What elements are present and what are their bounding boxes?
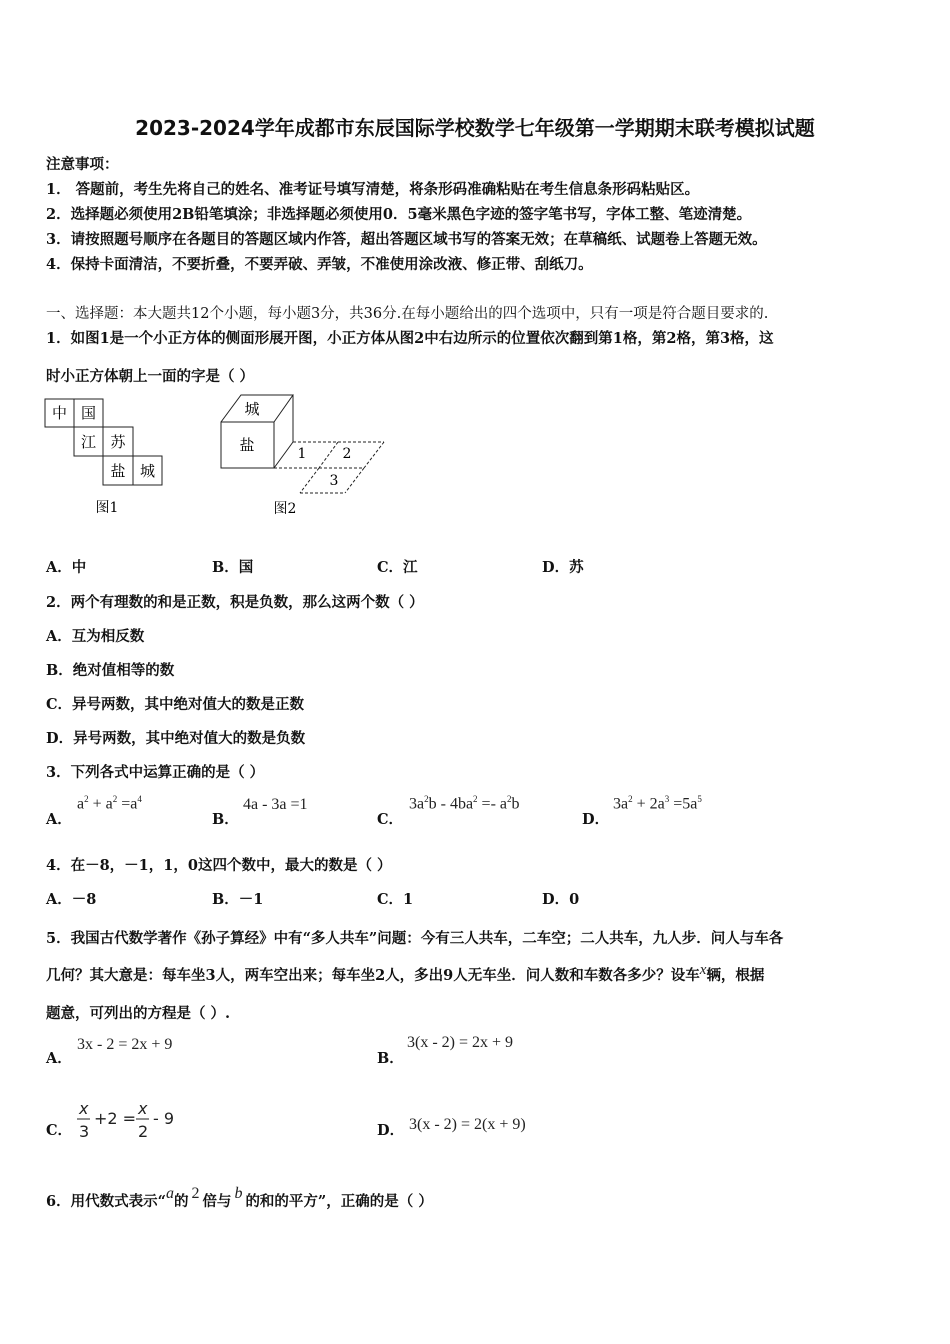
figure-1-cube-net	[44, 398, 169, 523]
svg-text:- 9: - 9	[153, 1109, 175, 1128]
q5-option-b-formula: 3(x - 2) = 2x + 9	[407, 1034, 514, 1051]
grid-square-3: 3	[329, 473, 339, 489]
q2-option-a[interactable]: A．互为相反数	[46, 628, 145, 645]
notice-item-3: 3．请按照题号顺序在各题目的答题区域内作答，超出答题区域书写的答案无效；在草稿纸、试题卷上答题无效。	[46, 231, 767, 248]
q6-part4: 的和的平方”，正确的是（ ）	[245, 1193, 433, 1210]
q5-option-d-formula: 3(x - 2) = 2(x + 9)	[409, 1116, 526, 1133]
q1-option-b[interactable]: B．国	[212, 559, 254, 576]
grid-square-2: 2	[342, 446, 352, 462]
q5-line2-part2: 辆，根据	[706, 967, 765, 984]
q6-part1: 6．用代数式表示“	[46, 1193, 166, 1210]
net-cell-4: 苏	[110, 433, 126, 451]
q5-option-a-formula: 3x - 2 = 2x + 9	[77, 1036, 173, 1053]
q5-var-x: x	[699, 962, 707, 978]
page-title: 2023-2024学年成都市东辰国际学校数学七年级第一学期期末联考模拟试题	[135, 116, 815, 140]
q5-stem-line2	[46, 964, 764, 985]
q3-option-d-letter[interactable]: D．	[582, 811, 610, 828]
grid-square-1: 1	[297, 446, 307, 462]
q1-option-c[interactable]: C．江	[377, 559, 418, 576]
q1-option-a[interactable]: A．中	[46, 559, 87, 576]
q3-option-c-formula: $3a^2b - 4ba^2 =- a^2b$	[409, 794, 520, 813]
svg-text:3: 3	[79, 1122, 90, 1141]
q6-number-2: 2	[191, 1185, 200, 1202]
net-cell-1: 中	[51, 404, 68, 422]
notice-item-4: 4．保持卡面清洁，不要折叠，不要弄破、弄皱，不准使用涂改液、修正带、刮纸刀。	[46, 256, 593, 273]
net-cell-5: 盐	[110, 462, 126, 480]
q4-option-d[interactable]: D．0	[542, 891, 580, 908]
cube-front-face: 盐	[239, 436, 255, 454]
svg-text:x: x	[138, 1099, 148, 1118]
q3-option-b-formula: 4a - 3a =1	[243, 796, 308, 813]
q4-option-a[interactable]: A．－8	[46, 891, 97, 908]
net-cell-2: 国	[80, 404, 97, 422]
q4-option-b[interactable]: B．－1	[212, 891, 264, 908]
q5-option-c-letter[interactable]: C．	[46, 1122, 73, 1139]
figure-1-label: 图1	[95, 500, 119, 516]
figure-2-label: 图2	[273, 501, 297, 517]
q3-option-d-formula: $3a^2 + 2a^3 =5a^5$	[613, 794, 702, 813]
q3-option-a-letter[interactable]: A．	[46, 811, 72, 828]
q3-option-b-letter[interactable]: B．	[212, 811, 239, 828]
q1-option-d[interactable]: D．苏	[542, 559, 584, 576]
q2-stem: 2．两个有理数的和是正数，积是负数，那么这两个数（ ）	[46, 594, 424, 611]
q5-option-c-formula	[76, 1096, 186, 1142]
q3-stem: 3．下列各式中运算正确的是（ ）	[46, 764, 265, 781]
notice-item-1: 1． 答题前，考生先将自己的姓名、准考证号填写清楚，将条形码准确粘贴在考生信息条形码粘贴区。	[46, 181, 700, 198]
q3-option-a-formula: $a^2 + a^2 =a^4$	[77, 794, 142, 813]
q1-stem-line1: 1．如图1是一个小正方体的侧面形展开图，小正方体从图2中右边所示的位置依次翻到第1格，第2格，第3格，这	[46, 330, 774, 347]
q5-stem-line3: 题意，可列出的方程是（ ）.	[46, 1005, 231, 1022]
q3-option-c-letter[interactable]: C．	[377, 811, 404, 828]
q2-option-b[interactable]: B．绝对值相等的数	[46, 662, 175, 679]
q5-line2-part1: 几何？其大意是：每车坐3人，两车空出来；每车坐2人，多出9人无车坐．问人数和车数各多少？设车	[46, 967, 700, 984]
svg-text:+2 =: +2 =	[94, 1109, 137, 1128]
net-cell-6: 城	[139, 462, 156, 480]
q4-option-c[interactable]: C．1	[377, 891, 414, 908]
q1-stem-line2: 时小正方体朝上一面的字是（ ）	[46, 368, 255, 385]
section-heading: 一、选择题：本大题共12个小题，每小题3分，共36分.在每小题给出的四个选项中，只有一项是符合题目要求的.	[46, 306, 769, 322]
q5-stem-line1: 5．我国古代数学著作《孙子算经》中有“多人共车”问题：今有三人共车，二车空；二人共车，九人步．问人与车各	[46, 930, 784, 947]
q6-part3: 倍与	[202, 1193, 232, 1210]
svg-text:2: 2	[138, 1122, 149, 1141]
q5-option-a-letter[interactable]: A．	[46, 1050, 72, 1067]
q4-stem: 4．在－8，－1，1，0这四个数中，最大的数是（ ）	[46, 857, 392, 874]
q5-option-d-letter[interactable]: D．	[377, 1122, 405, 1139]
notice-item-2: 2．选择题必须使用2B铅笔填涂；非选择题必须使用0．5毫米黑色字迹的签字笔书写，字体工整、笔迹清楚。	[46, 206, 752, 223]
q5-option-b-letter[interactable]: B．	[377, 1050, 404, 1067]
cube-top-face: 城	[244, 400, 260, 418]
q6-var-b: b	[234, 1185, 243, 1202]
q6-var-a: a	[165, 1185, 174, 1202]
notice-heading: 注意事项：	[46, 156, 119, 173]
q6-stem	[46, 1185, 433, 1211]
q2-option-d[interactable]: D．异号两数，其中绝对值大的数是负数	[46, 730, 306, 747]
svg-text:x: x	[79, 1099, 89, 1118]
q6-part2: 的	[173, 1193, 189, 1210]
q2-option-c[interactable]: C．异号两数，其中绝对值大的数是正数	[46, 696, 305, 713]
net-cell-3: 江	[80, 433, 97, 451]
figure-2-cube-path	[216, 392, 391, 522]
